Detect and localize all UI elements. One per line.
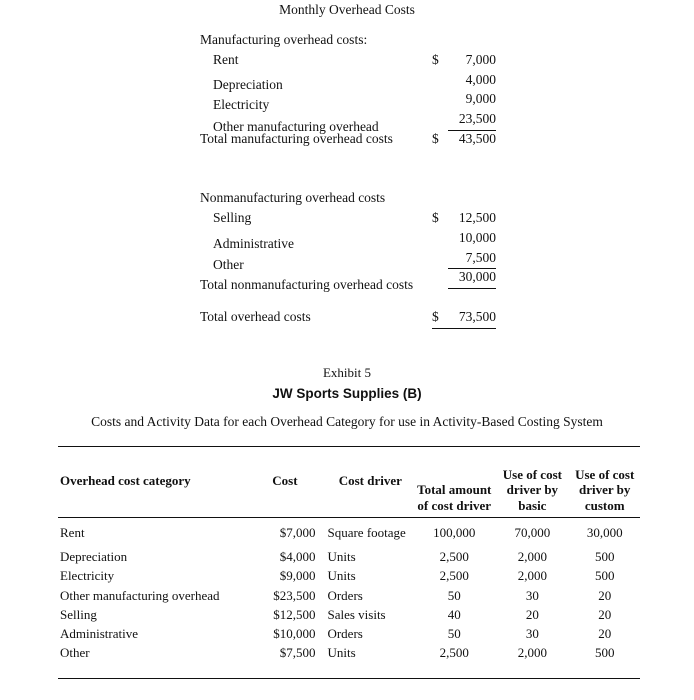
- table-row: [58, 605, 640, 624]
- cell-driver: Orders: [327, 587, 363, 603]
- cell-cost: $12,500: [273, 606, 316, 622]
- amount-value: 43,500: [458, 130, 496, 146]
- currency-symbol: $: [432, 209, 439, 225]
- cell-category: Electricity: [60, 568, 115, 584]
- section-heading-label: Nonmanufacturing overhead costs: [200, 190, 386, 206]
- line-amount: [432, 307, 496, 329]
- monthly-overhead-costs-statement: [200, 30, 496, 327]
- line-amount: [432, 50, 496, 70]
- cell-category: Other: [60, 645, 90, 661]
- cell-use-custom: 500: [594, 549, 615, 565]
- line-label: Other manufacturing overhead: [213, 118, 379, 134]
- cell-cost: $23,500: [273, 587, 316, 603]
- line-amount: [432, 208, 496, 228]
- cell-total-amount: 2,500: [439, 645, 469, 661]
- amount-value: 12,500: [458, 209, 496, 225]
- table-header-row: [58, 447, 640, 518]
- amount-value: 4,000: [465, 71, 496, 87]
- currency-symbol: [432, 228, 448, 248]
- cell-category: Rent: [60, 525, 85, 540]
- table-row: [58, 566, 640, 585]
- statement-total-manufacturing: [200, 129, 496, 149]
- section-heading-manufacturing: [200, 30, 496, 50]
- cell-driver: Units: [327, 549, 356, 565]
- line-label: Rent: [213, 51, 239, 67]
- column-header-cost-driver: Cost driver: [319, 447, 413, 518]
- line-label: Selling: [213, 209, 252, 225]
- cell-category: Depreciation: [60, 549, 128, 565]
- cell-cost: $9,000: [279, 568, 316, 584]
- table-row: [58, 518, 640, 543]
- cell-category: Other manufacturing overhead: [60, 587, 220, 603]
- exhibit-subtitle: Costs and Activity Data for each Overhead Category for use in Activity-Based Costing System: [91, 414, 603, 429]
- section-heading-nonmanufacturing: [200, 188, 496, 208]
- section-heading-label: Manufacturing overhead costs:: [200, 32, 368, 47]
- cell-total-amount: 2,500: [439, 568, 469, 584]
- statement-line-selling: [200, 208, 496, 228]
- cell-total-amount: 50: [447, 626, 461, 642]
- cell-category: Administrative: [60, 626, 138, 642]
- cell-driver: Units: [327, 568, 356, 584]
- table-row: [58, 643, 640, 662]
- line-amount: [432, 248, 496, 270]
- table-row: [58, 542, 640, 566]
- cell-use-basic: 2,000: [517, 645, 547, 661]
- amount-value: 10,000: [458, 229, 496, 245]
- table-row: [58, 624, 640, 643]
- line-label: Depreciation: [213, 77, 283, 93]
- table-header: [58, 447, 640, 518]
- currency-symbol: [432, 89, 448, 109]
- cell-use-basic: 30: [525, 587, 539, 603]
- column-header-cost: Cost: [254, 447, 319, 518]
- column-header-category: Overhead cost category: [58, 447, 254, 518]
- line-label: Total manufacturing overhead costs: [200, 130, 393, 146]
- statement-line-depreciation: [200, 70, 496, 93]
- cell-use-custom: 20: [598, 626, 612, 642]
- section-spacer: [200, 169, 496, 189]
- cell-total-amount: 40: [447, 606, 461, 622]
- overhead-cost-table: [58, 446, 640, 662]
- statement-grand-total: [200, 307, 496, 327]
- line-amount: [432, 228, 496, 248]
- amount-value: 73,500: [448, 307, 496, 329]
- currency-symbol: $: [432, 51, 439, 67]
- cell-use-basic: 2,000: [517, 549, 547, 565]
- line-label: Total overhead costs: [200, 308, 311, 324]
- section-spacer: [200, 149, 496, 169]
- line-amount: [432, 70, 496, 90]
- cell-cost: $7,000: [279, 525, 316, 540]
- cell-total-amount: 2,500: [439, 549, 469, 565]
- cell-total-amount: 100,000: [433, 525, 476, 540]
- line-amount: [432, 89, 496, 109]
- line-amount: [432, 129, 496, 149]
- cell-use-custom: 30,000: [586, 525, 623, 540]
- statement-total-nonmanufacturing: [200, 267, 496, 293]
- amount-value: 23,500: [448, 109, 496, 131]
- amount-value: 7,000: [465, 51, 496, 67]
- line-amount: [432, 267, 496, 289]
- column-header-use-basic: Use of cost driver by basic: [495, 447, 569, 518]
- line-label: Electricity: [213, 97, 270, 113]
- currency-symbol: [432, 248, 448, 270]
- cell-use-custom: 500: [594, 645, 615, 661]
- currency-symbol: $: [432, 130, 439, 146]
- column-header-total-amount: Total amount of cost driver: [413, 447, 495, 518]
- line-amount: [432, 109, 496, 131]
- amount-value: 9,000: [465, 91, 496, 107]
- line-label: Other: [213, 257, 244, 273]
- cell-cost: $10,000: [273, 626, 316, 642]
- exhibit-company-name: JW Sports Supplies (B): [272, 386, 422, 401]
- cell-category: Selling: [60, 606, 97, 622]
- cell-cost: $7,500: [279, 645, 316, 661]
- cell-use-basic: 30: [525, 626, 539, 642]
- table-bottom-rule: [58, 678, 640, 679]
- cell-use-custom: 20: [598, 587, 612, 603]
- amount-value: 30,000: [448, 267, 496, 289]
- amount-value: 7,500: [448, 248, 496, 270]
- exhibit-label: Exhibit 5: [322, 365, 372, 380]
- cell-total-amount: 50: [447, 587, 461, 603]
- cell-use-basic: 2,000: [517, 568, 547, 584]
- cell-use-basic: 20: [525, 606, 539, 622]
- statement-title: Monthly Overhead Costs: [279, 2, 415, 17]
- cell-driver: Square footage: [327, 525, 406, 540]
- cell-driver: Orders: [327, 626, 363, 642]
- statement-line-rent: [200, 50, 496, 70]
- cell-driver: Sales visits: [327, 606, 386, 622]
- cell-driver: Units: [327, 645, 356, 661]
- table-row: [58, 586, 640, 605]
- currency-symbol: $: [432, 307, 448, 329]
- currency-symbol: [432, 267, 448, 289]
- table-body: [58, 518, 640, 663]
- cell-use-custom: 500: [594, 568, 615, 584]
- cell-use-basic: 70,000: [514, 525, 551, 540]
- currency-symbol: [432, 109, 448, 131]
- cell-use-custom: 20: [598, 606, 612, 622]
- cell-cost: $4,000: [279, 549, 316, 565]
- line-label: Administrative: [213, 235, 294, 251]
- statement-line-administrative: [200, 228, 496, 251]
- column-header-use-custom: Use of cost driver by custom: [569, 447, 640, 518]
- line-label: Total nonmanufacturing overhead costs: [200, 277, 414, 293]
- currency-symbol: [432, 70, 448, 90]
